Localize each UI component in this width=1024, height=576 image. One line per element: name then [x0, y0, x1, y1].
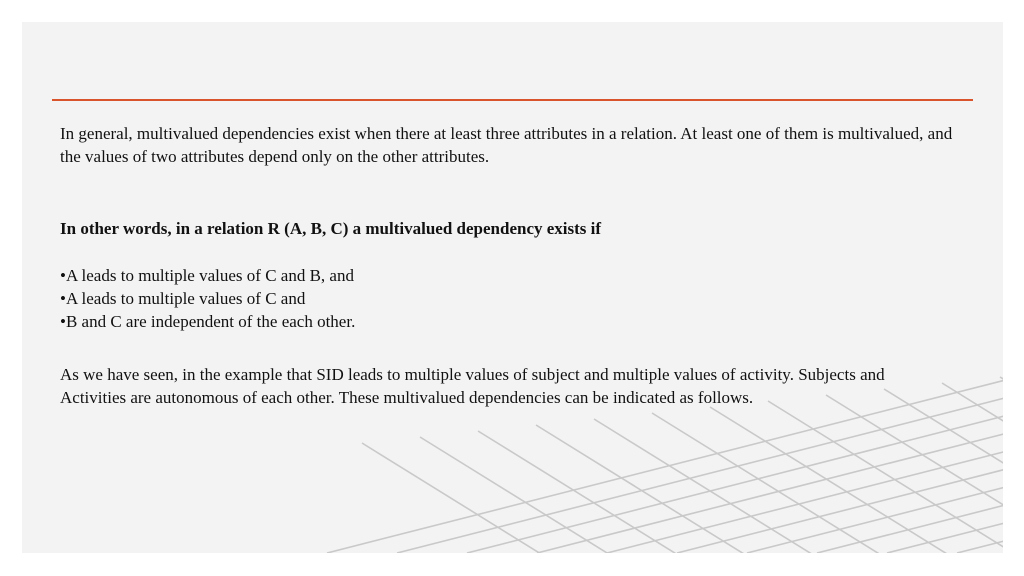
grid-line [362, 443, 882, 553]
slide [22, 22, 1003, 553]
bullet-item: •A leads to multiple values of C and [60, 289, 306, 308]
grid-line [478, 431, 998, 553]
grid-line [957, 375, 1003, 554]
bullet-item: •A leads to multiple values of C and B, and [60, 266, 354, 285]
grid-line [1000, 377, 1003, 553]
section-heading: In other words, in a relation R (A, B, C) a multivalued dependency exists if [60, 219, 602, 238]
grid-line [420, 437, 940, 553]
title-divider-line [52, 99, 973, 101]
bullet-item: •B and C are independent of the each other. [60, 312, 356, 331]
intro-paragraph: In general, multivalued dependencies exist when there at least three attributes in a relation. At least one of them is multivalued, and the values of two attributes depend only on the other attributes. [60, 124, 953, 166]
grid-line [768, 401, 1003, 553]
example-paragraph: As we have seen, in the example that SID leads to multiple values of subject and multiple values of activity. Subjects and Activities are autonomous of each other. These multivalued dependencies can be indicated as follows. [60, 365, 885, 407]
bullet-list [60, 264, 960, 333]
